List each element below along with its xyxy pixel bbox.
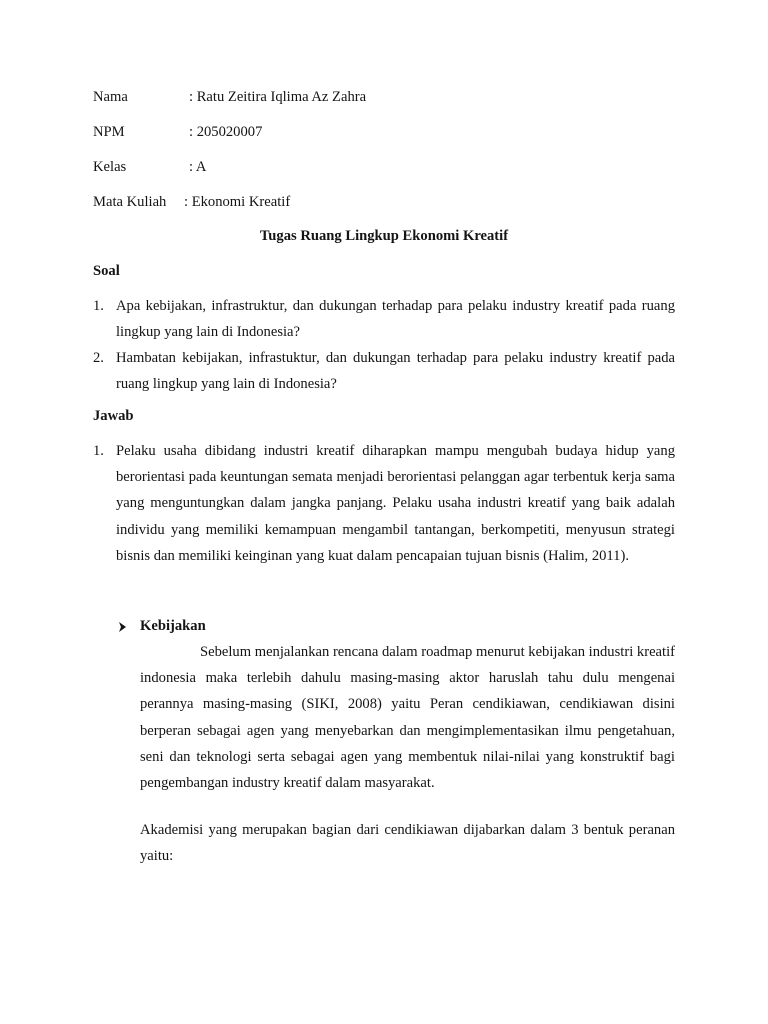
soal-2-number: 2. [93,350,104,366]
mata-kuliah-label: Mata Kuliah [93,194,167,210]
mata-kuliah-value: : Ekonomi Kreatif [184,194,291,210]
npm-label: NPM [93,124,125,140]
arrow-bullet-icon [118,617,128,635]
nama-value: : Ratu Zeitira Iqlima Az Zahra [189,89,367,105]
jawab-heading: Jawab [93,408,134,424]
soal-1-text: Apa kebijakan, infrastruktur, dan dukungan terhadap para pelaku industry kreatif pada ruang lingkup yang lain di Indonesia? [116,298,675,340]
document-title [0,227,768,245]
kebijakan-paragraph-2: Akademisi yang merupakan bagian dari cendikiawan dijabarkan dalam 3 bentuk peranan yaitu: [140,822,675,865]
soal-1-number: 1. [93,298,104,314]
npm-value: : 205020007 [189,124,263,140]
kebijakan-paragraph-1 [140,639,675,796]
document-title-text: Tugas Ruang Lingkup Ekonomi Kreatif [259,228,509,244]
kebijakan-heading: Kebijakan [140,618,206,634]
nama-label: Nama [93,89,128,105]
kelas-label: Kelas [93,159,127,175]
kelas-value: : A [189,159,207,175]
jawab-1-text: Pelaku usaha dibidang industri kreatif diharapkan mampu mengubah budaya hidup yang berorientasi pada keuntungan semata menjadi berorientasi pelanggan agar terbentuk kerja sama yang menguntungkan dalam jangka panjang. Pelaku usaha industri kreatif yang baik adalah individu yang memiliki kemampuan mengambil tantangan, berkompetiti, menyusun strategi bisnis dan memiliki keinginan yang kuat dalam pencapaian tujuan bisnis (Halim, 2011). [116,443,675,564]
soal-2-text: Hambatan kebijakan, infrastuktur, dan dukungan terhadap para pelaku industry kreatif pada ruang lingkup yang lain di Indonesia? [116,350,675,392]
soal-heading: Soal [93,263,120,279]
jawab-1-number: 1. [93,443,104,459]
kebijakan-paragraph-1-text: Sebelum menjalankan rencana dalam roadmap menurut kebijakan industri kreatif indonesia maka terlebih dahulu masing-masing aktor haruslah tahu dulu mengenai perannya masing-masing (SIKI, 2008) yaitu Peran cendikiawan, cendikiawan disini berperan sebagai agen yang menyebarkan dan mengimplementasikan ilmu pengetahuan, seni dan teknologi serta sebagai agen yang membentuk nilai-nilai yang konstruktif bagi pengembangan industry kreatif dalam masyarakat. [140,644,675,792]
